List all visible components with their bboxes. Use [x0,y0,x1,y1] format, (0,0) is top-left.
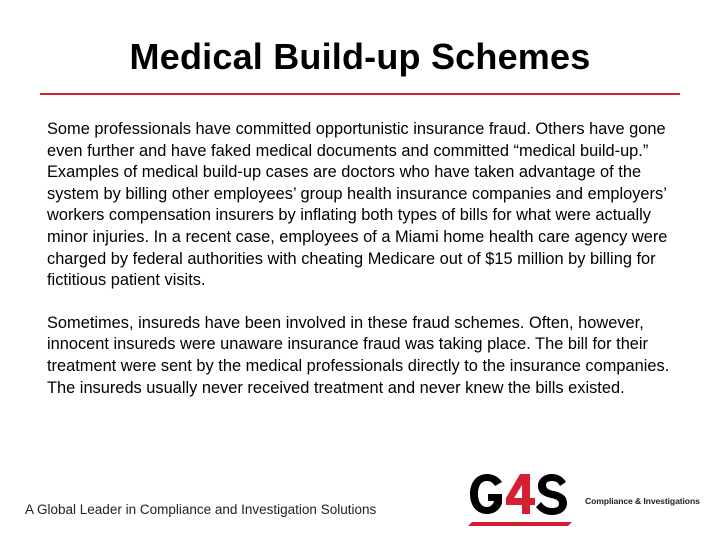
body-paragraph-1: Some professionals have committed opportunistic insurance fraud. Others have gone even further and have faked medical documents and committed “medical build-up.” Examples of medical build-up cases are doctors who have taken advantage of the system by billing other employees’ group health insurance companies and employers’ workers compensation insurers by inflating both types of bills for what were actually minor injuries. In a recent case, employees of a Miami home health care agency were charged by federal authorities with cheating Medicare out of $15 million by billing for fictitious patient visits. [47,120,668,290]
slide-title: Medical Build-up Schemes [129,36,591,77]
g4s-logo-subtitle: Compliance & Investigations [585,496,700,506]
slide-body [47,119,679,420]
g4s-logo-mark [468,470,580,528]
g4s-logo [468,470,708,530]
footer-tagline: A Global Leader in Compliance and Investigation Solutions [25,502,377,517]
title-divider [40,93,680,95]
body-paragraph-2: Sometimes, insureds have been involved in these fraud schemes. Often, however, innocent insureds were unaware insurance fraud was taking place. The bill for their treatment were sent by the medical professionals directly to the insurance companies. The insureds usually never received treatment and never knew the bills existed. [47,313,670,397]
